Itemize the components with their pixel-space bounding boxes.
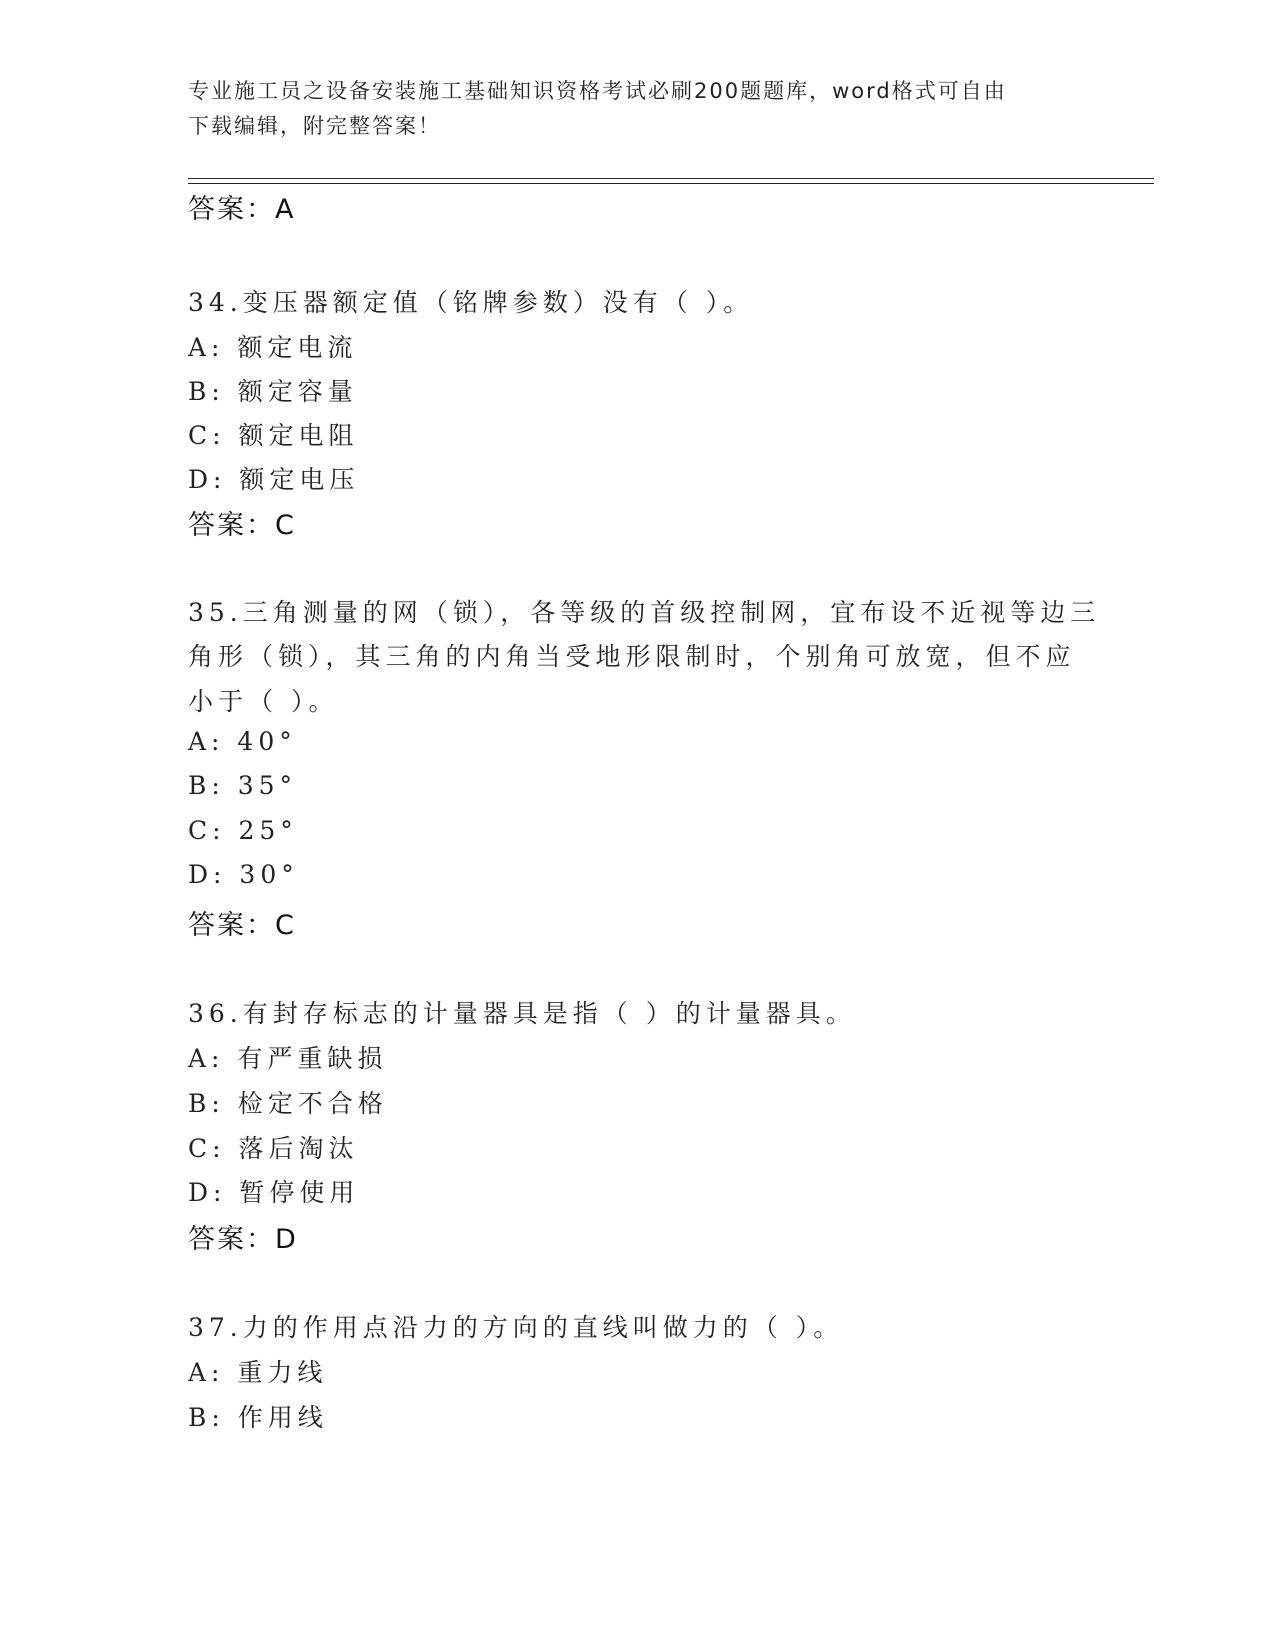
answer-35: 答案：C	[188, 910, 296, 941]
answer-33: 答案：A	[188, 194, 296, 225]
question-34-option-c: C: 额定电阻	[188, 421, 359, 450]
question-36-option-d: D: 暂停使用	[188, 1178, 360, 1207]
header-divider-top	[188, 178, 1154, 179]
question-35-option-c: C: 25°	[188, 816, 298, 845]
question-35-stem-line-2: 角形（锁），其三角的内角当受地形限制时，个别角可放宽，但不应	[188, 642, 1076, 671]
question-35-option-d: D: 30°	[188, 860, 299, 889]
header-line-2: 下载编辑，附完整答案！	[188, 114, 441, 138]
question-34-option-b: B: 额定容量	[188, 377, 358, 406]
question-37-stem: 37.力的作用点沿力的方向的直线叫做力的（ ）。	[188, 1313, 844, 1342]
question-37-option-b: B: 作用线	[188, 1403, 328, 1432]
header-divider-bottom	[188, 183, 1154, 184]
question-34-option-d: D: 额定电压	[188, 465, 360, 494]
question-36-option-a: A: 有严重缺损	[188, 1044, 388, 1073]
question-36-option-b: B: 检定不合格	[188, 1089, 388, 1118]
answer-36: 答案：D	[188, 1224, 298, 1255]
document-header	[188, 74, 1068, 144]
question-34-option-a: A: 额定电流	[188, 333, 358, 362]
question-37-option-a: A: 重力线	[188, 1358, 328, 1387]
answer-34: 答案：C	[188, 510, 296, 541]
question-35-stem-line-3: 小于（ ）。	[188, 687, 339, 716]
question-35-option-a: A: 40°	[188, 727, 297, 756]
question-35-stem-line-1: 35.三角测量的网（锁），各等级的首级控制网，宜布设不近视等边三	[188, 598, 1101, 627]
question-36-option-c: C: 落后淘汰	[188, 1134, 359, 1163]
question-34-stem: 34.变压器额定值（铭牌参数）没有（ ）。	[188, 288, 754, 317]
header-line-1: 专业施工员之设备安装施工基础知识资格考试必刷200题题库，word格式可自由	[188, 79, 1007, 103]
question-36-stem: 36.有封存标志的计量器具是指（ ）的计量器具。	[188, 999, 856, 1028]
question-35-option-b: B: 35°	[188, 771, 298, 800]
